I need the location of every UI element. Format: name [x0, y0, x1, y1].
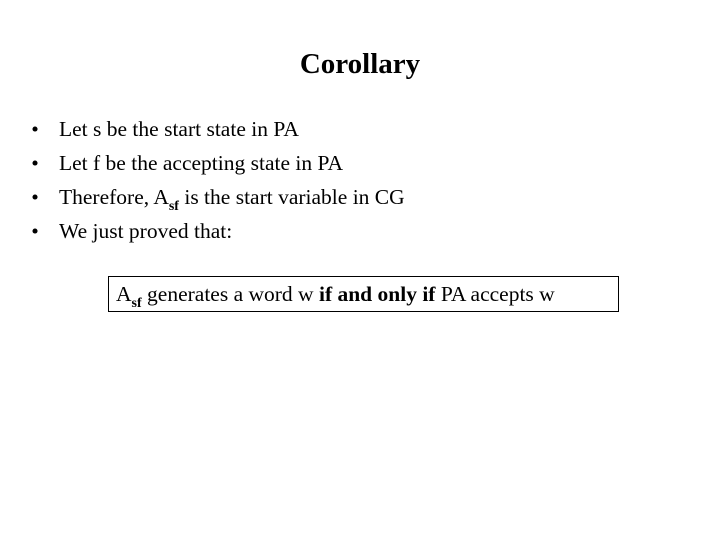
bullet-text-main: Let s be the start state in PA	[59, 117, 299, 141]
bullet-icon: •	[31, 151, 39, 175]
statement-after: PA accepts w	[435, 282, 555, 306]
statement-iff: if and only if	[318, 282, 436, 306]
statement-before: generates a word w	[141, 282, 319, 306]
bullet-text	[59, 114, 299, 144]
statement-subscript: sf	[131, 296, 142, 311]
bullet-icon: •	[31, 117, 39, 141]
bullet-icon: •	[31, 219, 39, 243]
bullet-text	[59, 148, 343, 178]
bullet-text-pre: Therefore,	[59, 185, 154, 209]
variable-subscript: sf	[168, 199, 179, 214]
bullet-text-main: We just proved that:	[59, 219, 233, 243]
slide-title-text: Corollary	[299, 48, 421, 80]
variable-name: A	[153, 185, 169, 209]
bullet-text	[59, 216, 232, 246]
bullet-icon: •	[31, 185, 39, 209]
bullet-text	[59, 182, 405, 216]
bullet-text-main: Let f be the accepting state in PA	[59, 151, 343, 175]
slide-title	[0, 46, 720, 82]
statement-variable: A	[116, 282, 132, 306]
theorem-statement-box	[108, 276, 619, 312]
bullet-text-post: is the start variable in CG	[178, 185, 405, 209]
